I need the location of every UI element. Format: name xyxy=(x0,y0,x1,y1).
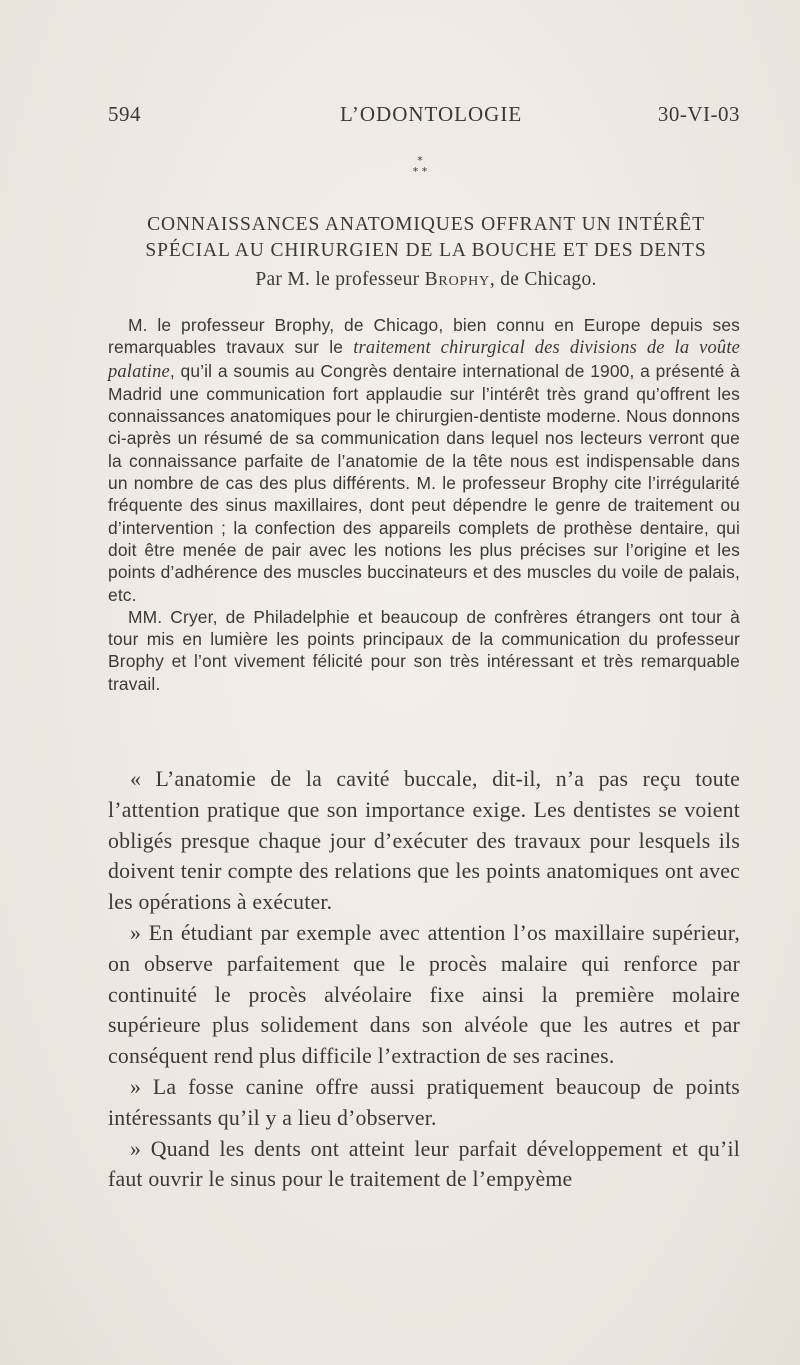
title-line-1: CONNAISSANCES ANATOMIQUES OFFRANT UN INTÉRÊT xyxy=(147,214,705,235)
byline-prefix: Par M. le professeur xyxy=(255,269,425,290)
intro-p1-text-b: , qu’il a soumis au Congrès dentaire international de 1900, a présenté à Madrid une communication fort applaudie sur l’intérêt très grand qu’offrent les connaissances anatomiques pour le chirurgien-dentiste moderne. Nous donnons ci-après un résumé de sa communication dans lequel nos lecteurs verront que la connaissance parfaite de l’anatomie de la tête nous est indispensable dans un nombre de cas des plus différents. M. le professeur Brophy cite l’irrégularité fréquente des sinus maxillaires, dont peut dépendre le genre de traitement ou d’intervention ; la confection des appareils complets de prothèse dentaire, qui doit être menée de pair avec les notions les plus précises sur l’origine et les points d’adhérence des muscles buccinateurs et des muscles du voile de palais, etc. xyxy=(108,360,740,605)
quote-paragraph-2: » En étudiant par exemple avec attention l’os maxillaire supérieur, on observe parfaitement que le procès malaire qui renforce par continuité le procès alvéolaire fixe ainsi la première molaire supérieure plus solidement dans son alvéole que les autres et par conséquent rend plus difficile l’extraction de ses racines. xyxy=(108,920,740,1069)
title-line-2: SPÉCIAL AU CHIRURGIEN DE LA BOUCHE ET DES DENTS xyxy=(145,240,707,261)
intro-p1-italic-title: traitement chirurgical des divisions de la voûte palatine xyxy=(108,338,740,382)
asterism-bottom: * * xyxy=(412,165,428,178)
quote-paragraph-4: » Quand les dents ont atteint leur parfait développement et qu’il faut ouvrir le sinus pour le traitement de l’empyème xyxy=(108,1136,740,1192)
quote-paragraph-3: » La fosse canine offre aussi pratiquement beaucoup de points intéressants qu’il y a lieu d’observer. xyxy=(108,1074,740,1130)
asterism-divider xyxy=(400,155,440,177)
journal-title: L’ODONTOLOGIE xyxy=(340,102,523,126)
byline-author: Brophy xyxy=(424,269,490,290)
intro-paragraph-1 xyxy=(108,314,740,606)
issue-date: 30-VI-03 xyxy=(657,102,740,126)
article-byline xyxy=(108,269,744,291)
intro-paragraph-2: MM. Cryer, de Philadelphie et beaucoup de confrères étrangers ont tour à tour mis en lumière les points principaux de la communication du professeur Brophy et l’ont vivement félicité pour son très intéressant et très remarquable travail. xyxy=(108,606,740,694)
article-title xyxy=(108,212,744,264)
quote-paragraph-1: « L’anatomie de la cavité buccale, dit-il, n’a pas reçu toute l’attention pratique que son importance exige. Les dentistes se voient obligés presque chaque jour d’exécuter des travaux pour lesquels ils doivent tenir compte des relations que les points anatomiques ont avec les opérations à exécuter. xyxy=(108,767,740,915)
page-number: 594 xyxy=(108,102,141,126)
intro-section xyxy=(108,314,740,695)
intro-p1-text-a: M. le professeur Brophy, de Chicago, bien connu en Europe depuis ses remarquables travaux sur le xyxy=(108,315,740,358)
asterism-top: * xyxy=(417,154,423,167)
quoted-section xyxy=(108,764,740,1195)
byline-suffix: , de Chicago. xyxy=(489,269,597,290)
running-header xyxy=(108,102,740,132)
